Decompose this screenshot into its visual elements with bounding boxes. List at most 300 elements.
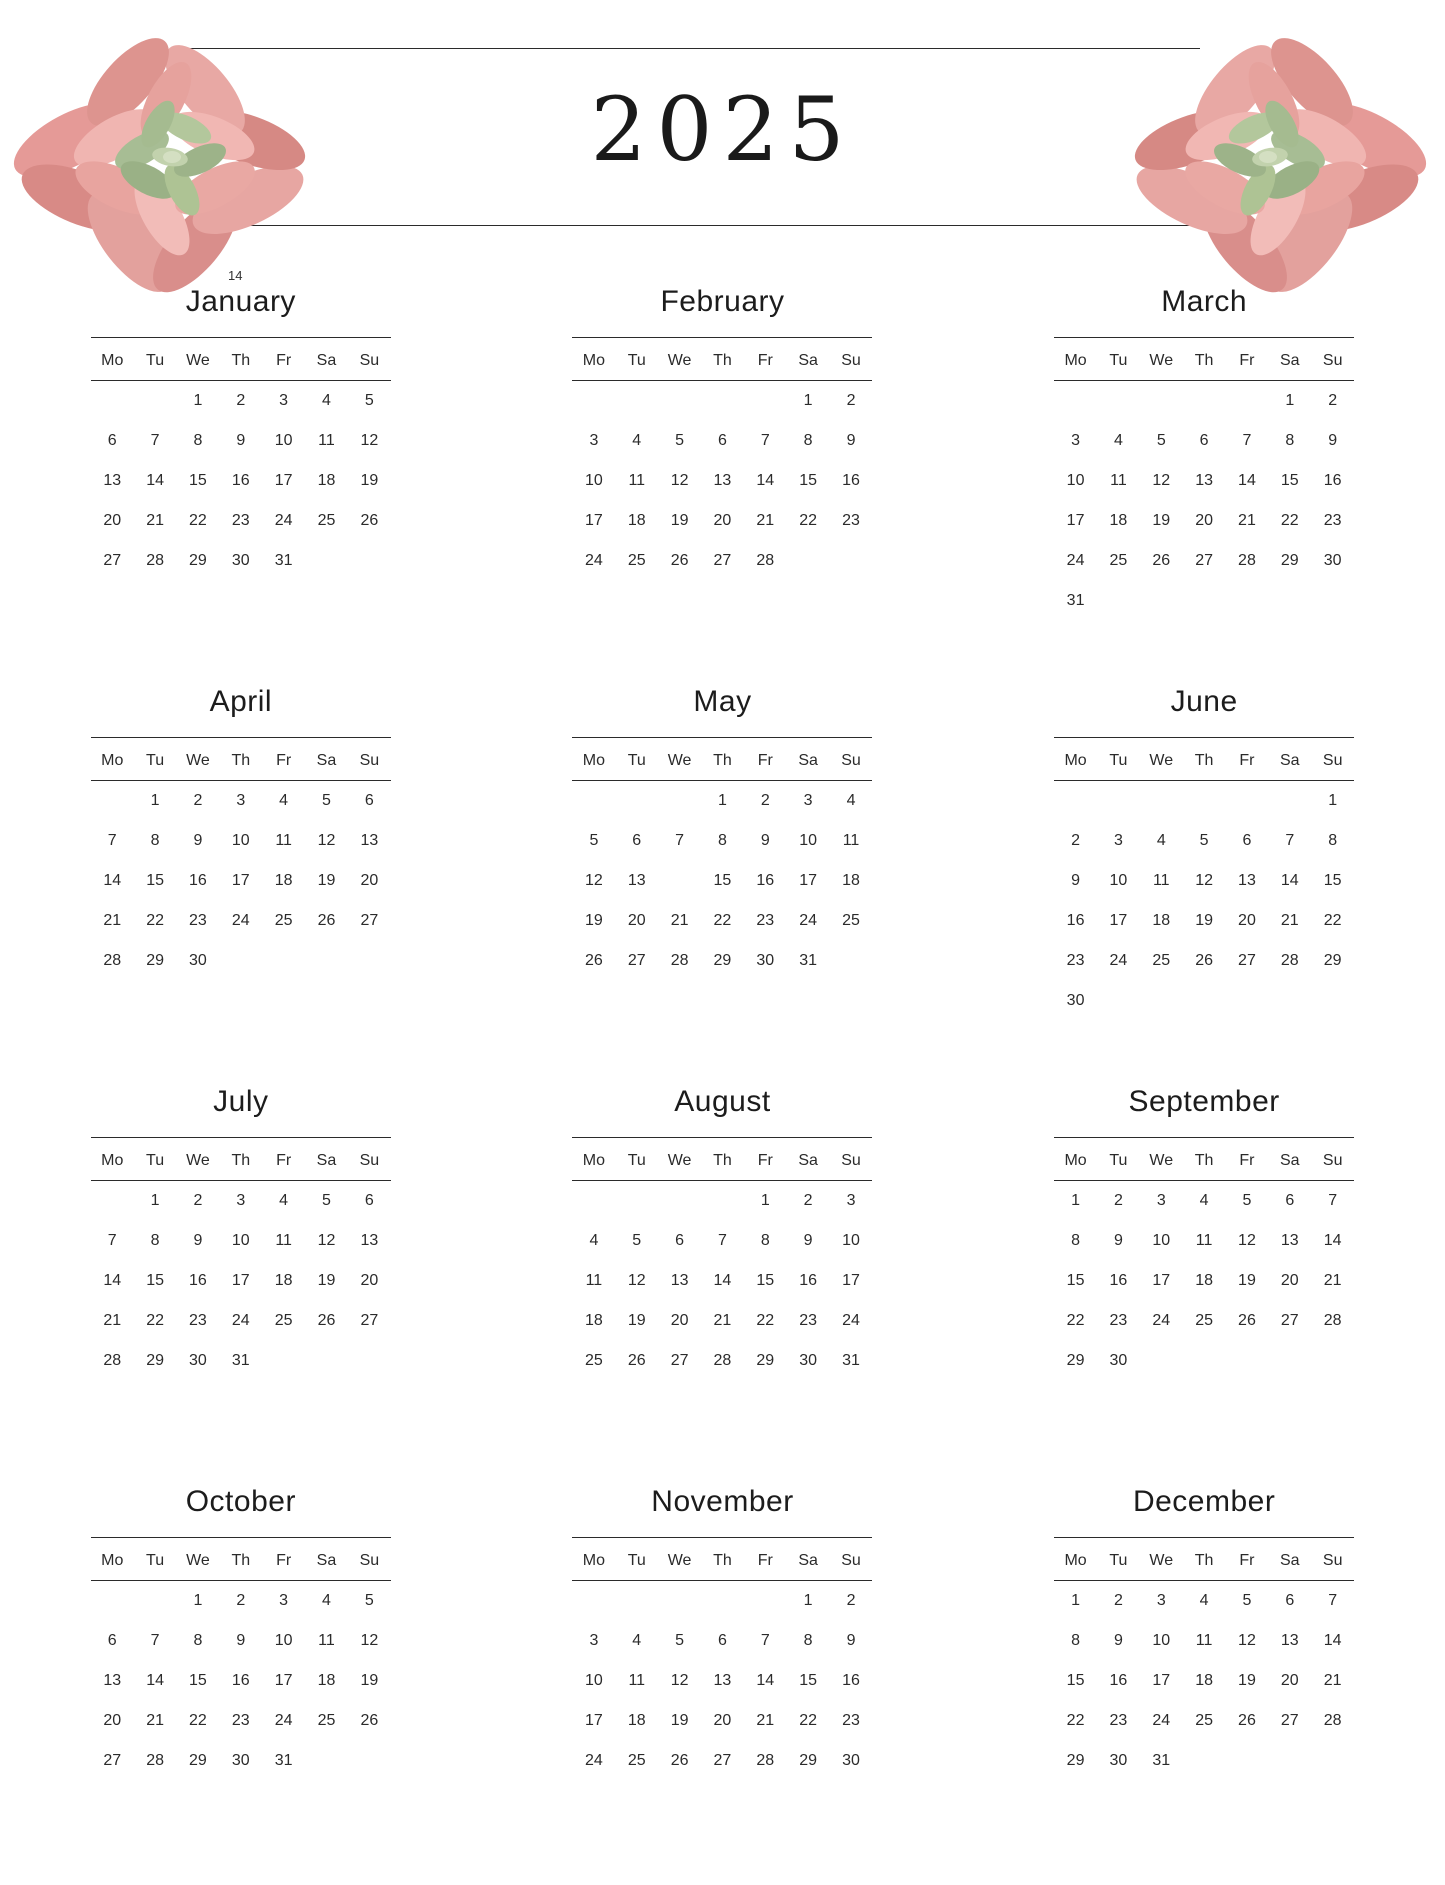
day-cell[interactable]: 18 bbox=[842, 872, 860, 889]
day-cell[interactable]: 11 bbox=[318, 1632, 335, 1649]
day-cell[interactable]: 5 bbox=[632, 1232, 642, 1249]
day-cell[interactable]: 28 bbox=[756, 552, 775, 569]
day-cell[interactable]: 14 bbox=[1323, 1232, 1342, 1249]
day-cell[interactable]: 4 bbox=[1113, 432, 1123, 449]
day-cell[interactable]: 7 bbox=[1328, 1592, 1338, 1609]
day-cell[interactable]: 23 bbox=[842, 512, 860, 529]
day-cell[interactable]: 3 bbox=[236, 792, 246, 809]
day-cell[interactable]: 6 bbox=[107, 1632, 117, 1649]
day-cell[interactable]: 18 bbox=[1195, 1672, 1213, 1689]
day-cell[interactable]: 20 bbox=[1238, 912, 1256, 929]
day-cell[interactable]: 9 bbox=[236, 432, 246, 449]
day-cell[interactable]: 25 bbox=[627, 1752, 646, 1769]
day-cell[interactable]: 1 bbox=[717, 792, 727, 809]
day-cell[interactable]: 12 bbox=[360, 432, 379, 449]
day-cell[interactable]: 10 bbox=[1152, 1232, 1171, 1249]
day-cell[interactable]: 28 bbox=[146, 552, 164, 569]
day-cell[interactable]: 31 bbox=[799, 952, 818, 969]
day-cell[interactable]: 12 bbox=[627, 1272, 646, 1289]
day-cell[interactable]: 28 bbox=[1238, 552, 1256, 569]
day-cell[interactable]: 20 bbox=[670, 1312, 689, 1329]
day-cell[interactable]: 1 bbox=[193, 1592, 203, 1609]
day-cell[interactable]: 12 bbox=[1195, 872, 1213, 889]
day-cell[interactable]: 30 bbox=[189, 952, 207, 969]
day-cell[interactable]: 30 bbox=[756, 952, 775, 969]
day-cell[interactable]: 29 bbox=[146, 952, 164, 969]
day-cell[interactable]: 24 bbox=[799, 912, 818, 929]
day-cell[interactable]: 10 bbox=[1109, 872, 1128, 889]
day-cell[interactable]: 21 bbox=[1323, 1672, 1342, 1689]
day-cell[interactable]: 23 bbox=[1109, 1312, 1128, 1329]
day-cell[interactable]: 14 bbox=[713, 1272, 732, 1289]
day-cell[interactable]: 27 bbox=[1280, 1712, 1299, 1729]
day-cell[interactable]: 7 bbox=[150, 432, 160, 449]
day-cell[interactable]: 7 bbox=[675, 832, 685, 849]
day-cell[interactable]: 14 bbox=[103, 1272, 122, 1289]
day-cell[interactable]: 8 bbox=[150, 1232, 160, 1249]
day-cell[interactable]: 24 bbox=[1152, 1312, 1171, 1329]
day-cell[interactable]: 14 bbox=[1280, 872, 1299, 889]
day-cell[interactable]: 12 bbox=[585, 872, 603, 889]
day-cell[interactable]: 8 bbox=[150, 832, 160, 849]
day-cell[interactable]: 24 bbox=[231, 1312, 250, 1329]
day-cell[interactable]: 2 bbox=[846, 392, 856, 409]
day-cell[interactable]: 24 bbox=[842, 1312, 860, 1329]
day-cell[interactable]: 10 bbox=[1152, 1632, 1171, 1649]
day-cell[interactable]: 28 bbox=[1323, 1312, 1342, 1329]
day-cell[interactable]: 20 bbox=[627, 912, 646, 929]
day-cell[interactable]: 7 bbox=[1328, 1192, 1338, 1209]
day-cell[interactable]: 16 bbox=[189, 872, 207, 889]
day-cell[interactable]: 1 bbox=[193, 392, 203, 409]
day-cell[interactable]: 11 bbox=[842, 832, 860, 849]
day-cell[interactable]: 15 bbox=[799, 472, 818, 489]
day-cell[interactable]: 23 bbox=[189, 912, 207, 929]
day-cell[interactable]: 12 bbox=[360, 1632, 379, 1649]
day-cell[interactable]: 24 bbox=[585, 1752, 603, 1769]
day-cell[interactable]: 5 bbox=[675, 1632, 685, 1649]
day-cell[interactable]: 15 bbox=[146, 1272, 164, 1289]
day-cell[interactable]: 1 bbox=[1071, 1192, 1081, 1209]
day-cell[interactable]: 18 bbox=[1152, 912, 1171, 929]
day-cell[interactable]: 5 bbox=[589, 832, 599, 849]
day-cell[interactable]: 17 bbox=[231, 1272, 250, 1289]
day-cell[interactable]: 8 bbox=[760, 1232, 770, 1249]
day-cell[interactable]: 20 bbox=[103, 512, 122, 529]
day-cell[interactable]: 18 bbox=[317, 1672, 336, 1689]
day-cell[interactable]: 3 bbox=[1156, 1192, 1166, 1209]
day-cell[interactable]: 19 bbox=[360, 472, 379, 489]
day-cell[interactable]: 19 bbox=[627, 1312, 646, 1329]
day-cell[interactable]: 16 bbox=[1109, 1672, 1128, 1689]
day-cell[interactable]: 30 bbox=[1109, 1352, 1128, 1369]
day-cell[interactable]: 4 bbox=[1156, 832, 1166, 849]
day-cell[interactable]: 10 bbox=[585, 472, 603, 489]
day-cell[interactable]: 8 bbox=[803, 1632, 813, 1649]
day-cell[interactable]: 18 bbox=[585, 1312, 603, 1329]
day-cell[interactable]: 25 bbox=[585, 1352, 603, 1369]
day-cell[interactable]: 17 bbox=[1066, 512, 1085, 529]
day-cell[interactable]: 26 bbox=[585, 952, 603, 969]
day-cell[interactable]: 29 bbox=[1066, 1752, 1085, 1769]
day-cell[interactable]: 14 bbox=[756, 472, 775, 489]
day-cell[interactable]: 1 bbox=[803, 1592, 813, 1609]
day-cell[interactable]: 3 bbox=[236, 1192, 246, 1209]
day-cell[interactable]: 25 bbox=[274, 912, 293, 929]
day-cell[interactable]: 4 bbox=[322, 1592, 331, 1609]
day-cell[interactable]: 14 bbox=[103, 872, 122, 889]
day-cell[interactable]: 9 bbox=[846, 1632, 856, 1649]
day-cell[interactable]: 9 bbox=[1113, 1232, 1123, 1249]
day-cell[interactable]: 6 bbox=[632, 832, 642, 849]
day-cell[interactable]: 26 bbox=[360, 1712, 379, 1729]
day-cell[interactable]: 19 bbox=[1238, 1672, 1256, 1689]
day-cell[interactable]: 13 bbox=[103, 472, 122, 489]
day-cell[interactable]: 5 bbox=[1242, 1192, 1252, 1209]
day-cell[interactable]: 3 bbox=[589, 432, 599, 449]
day-cell[interactable]: 13 bbox=[1280, 1232, 1299, 1249]
day-cell[interactable]: 3 bbox=[279, 1592, 289, 1609]
day-cell[interactable]: 25 bbox=[1109, 552, 1128, 569]
day-cell[interactable]: 21 bbox=[756, 1712, 775, 1729]
day-cell[interactable]: 23 bbox=[1109, 1712, 1128, 1729]
day-cell[interactable]: 8 bbox=[1071, 1232, 1081, 1249]
day-cell[interactable]: 20 bbox=[1195, 512, 1213, 529]
day-cell[interactable]: 19 bbox=[670, 512, 689, 529]
day-cell[interactable]: 1 bbox=[1285, 392, 1295, 409]
day-cell[interactable]: 16 bbox=[231, 472, 250, 489]
day-cell[interactable]: 30 bbox=[799, 1352, 818, 1369]
day-cell[interactable]: 4 bbox=[279, 792, 289, 809]
day-cell[interactable]: 1 bbox=[803, 392, 813, 409]
day-cell[interactable]: 22 bbox=[189, 512, 207, 529]
day-cell[interactable]: 18 bbox=[274, 872, 293, 889]
day-cell[interactable]: 12 bbox=[1152, 472, 1171, 489]
day-cell[interactable]: 22 bbox=[713, 912, 732, 929]
day-cell[interactable]: 8 bbox=[1328, 832, 1338, 849]
day-cell[interactable]: 28 bbox=[146, 1752, 164, 1769]
day-cell[interactable]: 20 bbox=[1280, 1272, 1299, 1289]
day-cell[interactable]: 31 bbox=[1152, 1752, 1171, 1769]
day-cell[interactable]: 29 bbox=[146, 1352, 164, 1369]
day-cell[interactable]: 13 bbox=[627, 872, 646, 889]
day-cell[interactable]: 28 bbox=[756, 1752, 775, 1769]
day-cell[interactable]: 15 bbox=[146, 872, 164, 889]
day-cell[interactable]: 6 bbox=[107, 432, 117, 449]
day-cell[interactable]: 18 bbox=[1109, 512, 1128, 529]
day-cell[interactable]: 8 bbox=[803, 432, 813, 449]
day-cell[interactable]: 20 bbox=[360, 872, 379, 889]
day-cell[interactable]: 11 bbox=[1152, 872, 1170, 889]
day-cell[interactable]: 28 bbox=[1323, 1712, 1342, 1729]
day-cell[interactable]: 13 bbox=[713, 1672, 732, 1689]
day-cell[interactable]: 13 bbox=[1280, 1632, 1299, 1649]
day-cell[interactable]: 4 bbox=[846, 792, 856, 809]
day-cell[interactable]: 3 bbox=[279, 392, 289, 409]
day-cell[interactable]: 5 bbox=[675, 432, 685, 449]
day-cell[interactable]: 16 bbox=[231, 1672, 250, 1689]
day-cell[interactable]: 18 bbox=[274, 1272, 293, 1289]
day-cell[interactable]: 9 bbox=[1071, 872, 1081, 889]
day-cell[interactable]: 23 bbox=[189, 1312, 207, 1329]
day-cell[interactable]: 21 bbox=[670, 912, 689, 929]
day-cell[interactable]: 5 bbox=[322, 1192, 331, 1209]
day-cell[interactable]: 22 bbox=[799, 512, 818, 529]
day-cell[interactable]: 17 bbox=[585, 512, 603, 529]
day-cell[interactable]: 25 bbox=[1152, 952, 1171, 969]
day-cell[interactable]: 27 bbox=[670, 1352, 689, 1369]
day-cell[interactable]: 3 bbox=[1156, 1592, 1166, 1609]
day-cell[interactable]: 10 bbox=[231, 1232, 250, 1249]
day-cell[interactable]: 29 bbox=[713, 952, 732, 969]
day-cell[interactable]: 31 bbox=[274, 552, 293, 569]
day-cell[interactable]: 20 bbox=[713, 512, 732, 529]
day-cell[interactable]: 22 bbox=[1280, 512, 1299, 529]
day-cell[interactable]: 5 bbox=[364, 1592, 374, 1609]
day-cell[interactable]: 20 bbox=[103, 1712, 122, 1729]
day-cell[interactable]: 6 bbox=[717, 432, 727, 449]
day-cell[interactable]: 5 bbox=[364, 392, 374, 409]
day-cell[interactable]: 22 bbox=[146, 1312, 164, 1329]
day-cell[interactable]: 9 bbox=[846, 432, 856, 449]
day-cell[interactable]: 19 bbox=[1238, 1272, 1256, 1289]
day-cell[interactable]: 2 bbox=[1328, 392, 1338, 409]
day-cell[interactable]: 15 bbox=[1066, 1272, 1085, 1289]
day-cell[interactable]: 22 bbox=[1066, 1712, 1085, 1729]
day-cell[interactable]: 27 bbox=[713, 1752, 732, 1769]
day-cell[interactable]: 3 bbox=[803, 792, 813, 809]
day-cell[interactable]: 16 bbox=[1323, 472, 1342, 489]
day-cell[interactable]: 19 bbox=[360, 1672, 379, 1689]
day-cell[interactable]: 21 bbox=[713, 1312, 732, 1329]
day-cell[interactable]: 2 bbox=[236, 392, 246, 409]
day-cell[interactable]: 19 bbox=[317, 872, 336, 889]
day-cell[interactable]: 10 bbox=[231, 832, 250, 849]
day-cell[interactable]: 18 bbox=[317, 472, 336, 489]
day-cell[interactable]: 16 bbox=[1066, 912, 1085, 929]
day-cell[interactable]: 1 bbox=[1071, 1592, 1081, 1609]
day-cell[interactable]: 22 bbox=[1066, 1312, 1085, 1329]
day-cell[interactable]: 18 bbox=[627, 512, 646, 529]
day-cell[interactable]: 12 bbox=[317, 832, 336, 849]
day-cell[interactable]: 6 bbox=[1285, 1592, 1295, 1609]
day-cell[interactable]: 2 bbox=[1113, 1192, 1123, 1209]
day-cell[interactable]: 28 bbox=[670, 952, 689, 969]
day-cell[interactable]: 27 bbox=[713, 552, 732, 569]
day-cell[interactable]: 3 bbox=[1071, 432, 1081, 449]
day-cell[interactable]: 26 bbox=[1152, 552, 1171, 569]
day-cell[interactable]: 12 bbox=[670, 472, 689, 489]
day-cell[interactable]: 14 bbox=[146, 472, 164, 489]
day-cell[interactable]: 22 bbox=[189, 1712, 207, 1729]
day-cell[interactable]: 13 bbox=[360, 1232, 379, 1249]
day-cell[interactable]: 16 bbox=[842, 472, 860, 489]
day-cell[interactable]: 11 bbox=[628, 472, 646, 489]
day-cell[interactable]: 17 bbox=[1152, 1272, 1171, 1289]
day-cell[interactable]: 6 bbox=[364, 1192, 374, 1209]
day-cell[interactable]: 29 bbox=[1066, 1352, 1085, 1369]
day-cell[interactable]: 21 bbox=[146, 512, 164, 529]
day-cell[interactable]: 22 bbox=[146, 912, 164, 929]
day-cell[interactable]: 6 bbox=[1199, 432, 1209, 449]
day-cell[interactable]: 15 bbox=[1066, 1672, 1085, 1689]
day-cell[interactable]: 6 bbox=[1242, 832, 1252, 849]
day-cell[interactable]: 23 bbox=[1066, 952, 1085, 969]
day-cell[interactable]: 29 bbox=[799, 1752, 818, 1769]
day-cell[interactable]: 2 bbox=[760, 792, 770, 809]
day-cell[interactable]: 2 bbox=[1071, 832, 1081, 849]
day-cell[interactable]: 4 bbox=[322, 392, 331, 409]
day-cell[interactable]: 28 bbox=[103, 952, 122, 969]
day-cell[interactable]: 31 bbox=[231, 1352, 250, 1369]
day-cell[interactable]: 24 bbox=[231, 912, 250, 929]
day-cell[interactable]: 7 bbox=[1285, 832, 1295, 849]
day-cell[interactable]: 7 bbox=[107, 832, 117, 849]
day-cell[interactable]: 7 bbox=[717, 1232, 727, 1249]
day-cell[interactable]: 23 bbox=[231, 1712, 250, 1729]
day-cell[interactable]: 13 bbox=[713, 472, 732, 489]
day-cell[interactable]: 9 bbox=[1328, 432, 1338, 449]
day-cell[interactable]: 23 bbox=[231, 512, 250, 529]
day-cell[interactable]: 29 bbox=[756, 1352, 775, 1369]
day-cell[interactable]: 26 bbox=[670, 1752, 689, 1769]
day-cell[interactable]: 13 bbox=[360, 832, 379, 849]
day-cell[interactable]: 27 bbox=[627, 952, 646, 969]
day-cell[interactable]: 22 bbox=[756, 1312, 775, 1329]
day-cell[interactable]: 14 bbox=[756, 1672, 775, 1689]
day-cell[interactable]: 5 bbox=[1242, 1592, 1252, 1609]
day-cell[interactable]: 21 bbox=[1323, 1272, 1342, 1289]
day-cell[interactable]: 4 bbox=[632, 432, 642, 449]
day-cell[interactable]: 1 bbox=[150, 1192, 160, 1209]
day-cell[interactable]: 7 bbox=[1242, 432, 1252, 449]
day-cell[interactable]: 30 bbox=[189, 1352, 207, 1369]
day-cell[interactable]: 24 bbox=[274, 1712, 293, 1729]
day-cell[interactable]: 7 bbox=[760, 1632, 770, 1649]
day-cell[interactable]: 8 bbox=[1285, 432, 1295, 449]
day-cell[interactable]: 5 bbox=[1199, 832, 1209, 849]
day-cell[interactable]: 10 bbox=[585, 1672, 603, 1689]
day-cell[interactable]: 30 bbox=[842, 1752, 860, 1769]
day-cell[interactable]: 25 bbox=[1195, 1712, 1213, 1729]
day-cell[interactable]: 24 bbox=[585, 552, 603, 569]
day-cell[interactable]: 26 bbox=[670, 552, 689, 569]
day-cell[interactable]: 25 bbox=[1195, 1312, 1213, 1329]
day-cell[interactable]: 8 bbox=[1071, 1632, 1081, 1649]
day-cell[interactable]: 26 bbox=[317, 1312, 336, 1329]
day-cell[interactable]: 27 bbox=[103, 1752, 122, 1769]
day-cell[interactable]: 29 bbox=[189, 1752, 207, 1769]
day-cell[interactable]: 21 bbox=[103, 1312, 122, 1329]
day-cell[interactable]: 7 bbox=[760, 432, 770, 449]
day-cell[interactable]: 27 bbox=[360, 912, 379, 929]
day-cell[interactable]: 17 bbox=[585, 1712, 603, 1729]
day-cell[interactable]: 26 bbox=[627, 1352, 646, 1369]
day-cell[interactable]: 23 bbox=[756, 912, 775, 929]
day-cell[interactable]: 19 bbox=[1195, 912, 1213, 929]
day-cell[interactable]: 5 bbox=[322, 792, 331, 809]
day-cell[interactable]: 24 bbox=[274, 512, 293, 529]
day-cell[interactable]: 25 bbox=[317, 1712, 336, 1729]
day-cell[interactable]: 24 bbox=[1066, 552, 1085, 569]
day-cell[interactable]: 12 bbox=[1238, 1632, 1256, 1649]
day-cell[interactable]: 25 bbox=[317, 512, 336, 529]
day-cell[interactable]: 31 bbox=[274, 1752, 293, 1769]
day-cell[interactable]: 10 bbox=[842, 1232, 860, 1249]
day-cell[interactable]: 1 bbox=[150, 792, 160, 809]
day-cell[interactable]: 12 bbox=[670, 1672, 689, 1689]
day-cell[interactable]: 26 bbox=[1195, 952, 1213, 969]
day-cell[interactable]: 31 bbox=[1066, 592, 1085, 609]
day-cell[interactable]: 6 bbox=[717, 1632, 727, 1649]
day-cell[interactable]: 22 bbox=[1323, 912, 1342, 929]
day-cell[interactable]: 21 bbox=[1238, 512, 1256, 529]
day-cell[interactable]: 7 bbox=[107, 1232, 117, 1249]
day-cell[interactable]: 20 bbox=[360, 1272, 379, 1289]
day-cell[interactable]: 15 bbox=[189, 1672, 207, 1689]
day-cell[interactable]: 11 bbox=[1195, 1632, 1213, 1649]
day-cell[interactable]: 20 bbox=[1280, 1672, 1299, 1689]
day-cell[interactable]: 27 bbox=[360, 1312, 379, 1329]
day-cell[interactable]: 11 bbox=[628, 1672, 646, 1689]
day-cell[interactable]: 25 bbox=[274, 1312, 293, 1329]
day-cell[interactable]: 26 bbox=[1238, 1712, 1256, 1729]
day-cell[interactable]: 15 bbox=[189, 472, 207, 489]
day-cell[interactable]: 12 bbox=[1238, 1232, 1256, 1249]
day-cell[interactable]: 25 bbox=[842, 912, 860, 929]
day-cell[interactable]: 20 bbox=[713, 1712, 732, 1729]
day-cell[interactable]: 18 bbox=[627, 1712, 646, 1729]
day-cell[interactable]: 18 bbox=[1195, 1272, 1213, 1289]
day-cell[interactable]: 14 bbox=[1323, 1632, 1342, 1649]
day-cell[interactable]: 28 bbox=[103, 1352, 122, 1369]
day-cell[interactable]: 19 bbox=[317, 1272, 336, 1289]
day-cell[interactable]: 16 bbox=[1109, 1272, 1128, 1289]
day-cell[interactable]: 4 bbox=[1199, 1592, 1209, 1609]
day-cell[interactable]: 21 bbox=[756, 512, 775, 529]
day-cell[interactable]: 15 bbox=[756, 1272, 775, 1289]
day-cell[interactable]: 31 bbox=[842, 1352, 860, 1369]
day-cell[interactable]: 9 bbox=[760, 832, 770, 849]
day-cell[interactable]: 27 bbox=[1280, 1312, 1299, 1329]
day-cell[interactable]: 21 bbox=[103, 912, 122, 929]
day-cell[interactable]: 15 bbox=[1323, 872, 1342, 889]
day-cell[interactable]: 9 bbox=[803, 1232, 813, 1249]
day-cell[interactable]: 2 bbox=[193, 1192, 203, 1209]
day-cell[interactable]: 24 bbox=[1152, 1712, 1171, 1729]
day-cell[interactable]: 28 bbox=[713, 1352, 732, 1369]
day-cell[interactable]: 19 bbox=[1152, 512, 1171, 529]
day-cell[interactable]: 3 bbox=[846, 1192, 856, 1209]
day-cell[interactable]: 1 bbox=[1328, 792, 1338, 809]
day-cell[interactable]: 19 bbox=[670, 1712, 689, 1729]
day-cell[interactable]: 29 bbox=[189, 552, 207, 569]
day-cell[interactable]: 9 bbox=[193, 1232, 203, 1249]
day-cell[interactable]: 4 bbox=[632, 1632, 642, 1649]
day-cell[interactable]: 15 bbox=[713, 872, 732, 889]
day-cell[interactable]: 17 bbox=[231, 872, 250, 889]
day-cell[interactable]: 27 bbox=[1238, 952, 1256, 969]
day-cell[interactable]: 17 bbox=[1152, 1672, 1171, 1689]
day-cell[interactable]: 30 bbox=[1323, 552, 1342, 569]
day-cell[interactable]: 29 bbox=[1323, 952, 1342, 969]
day-cell[interactable]: 6 bbox=[364, 792, 374, 809]
day-cell[interactable]: 6 bbox=[1285, 1192, 1295, 1209]
day-cell[interactable]: 13 bbox=[1238, 872, 1256, 889]
day-cell[interactable]: 1 bbox=[760, 1192, 770, 1209]
day-cell[interactable]: 16 bbox=[189, 1272, 207, 1289]
day-cell[interactable]: 30 bbox=[231, 1752, 250, 1769]
